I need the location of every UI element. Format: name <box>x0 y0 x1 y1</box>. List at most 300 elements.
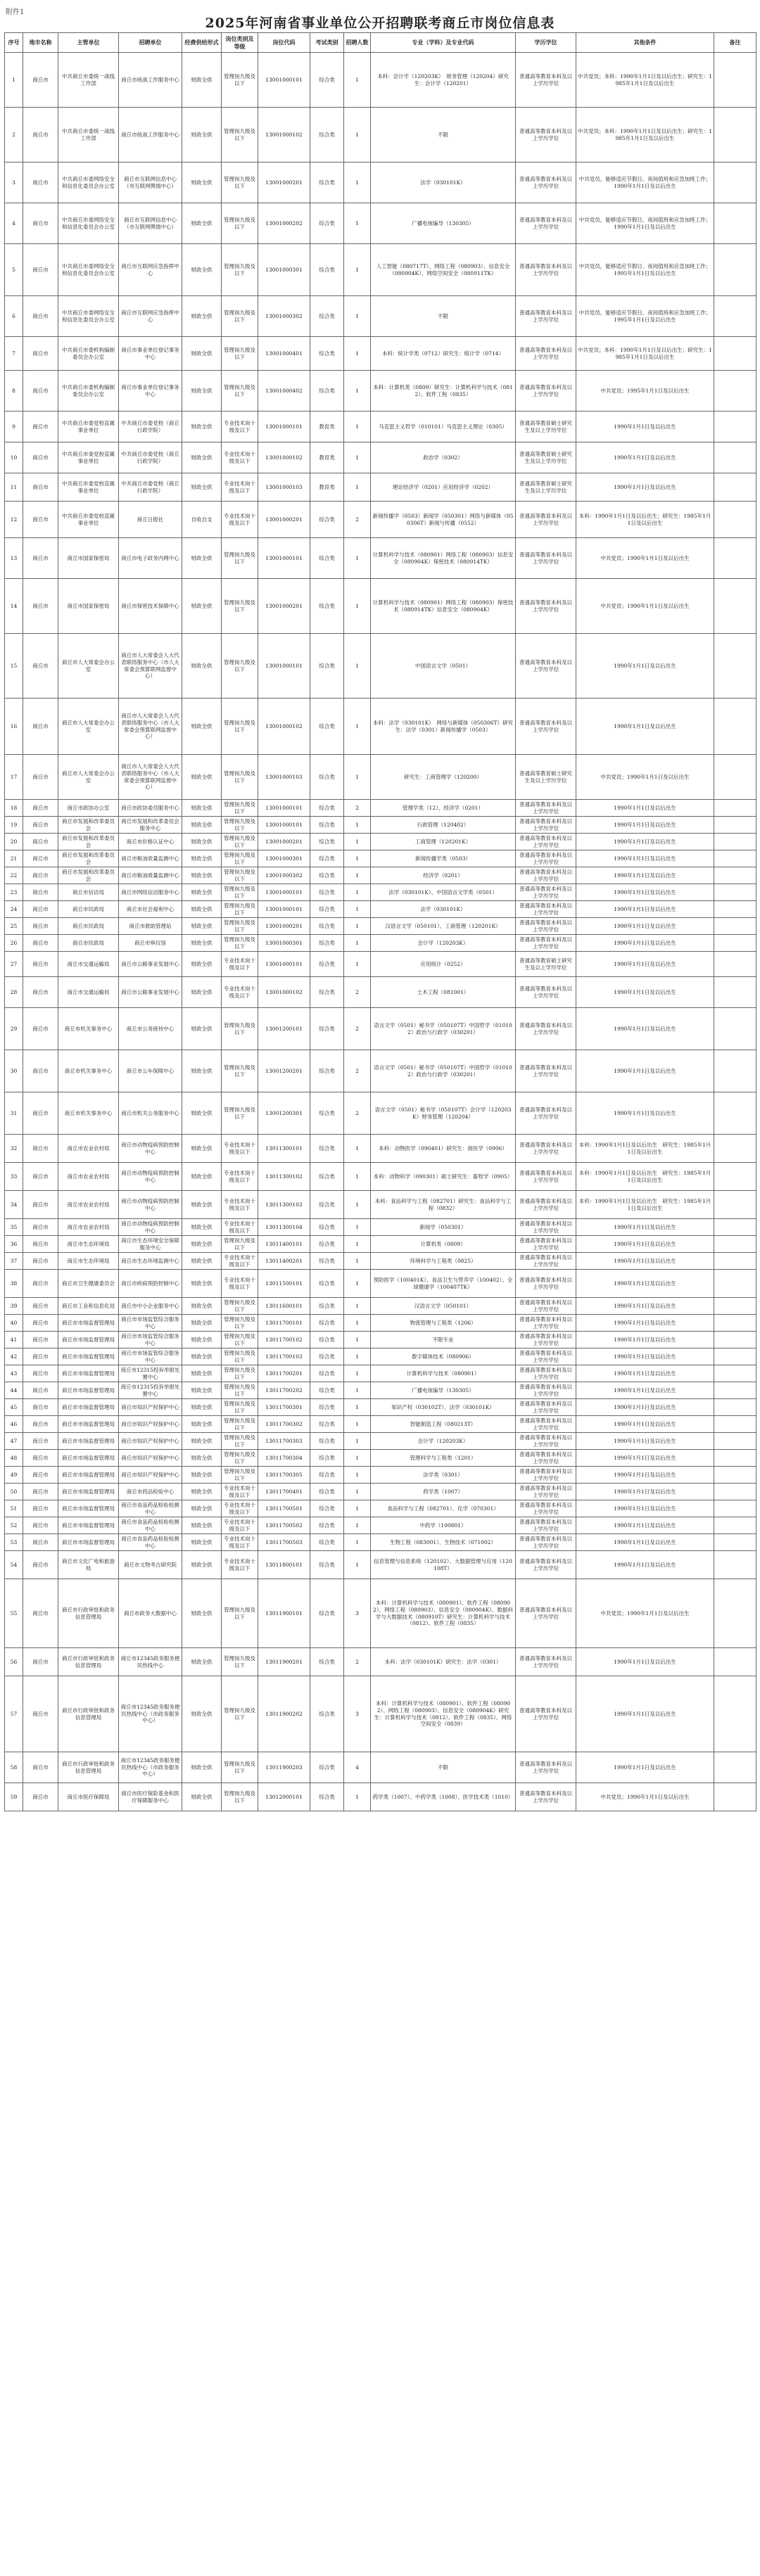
cell-fund: 财政全供 <box>182 1648 222 1676</box>
cell-other: 1990年1月1日及以后出生 <box>576 901 714 918</box>
cell-fund: 财政全供 <box>182 1551 222 1579</box>
cell-major: 不限 <box>371 1752 516 1783</box>
cell-city: 商丘市 <box>23 579 58 634</box>
cell-no: 8 <box>5 371 23 412</box>
table-row <box>5 817 756 834</box>
cell-code: 13001200201 <box>258 1050 310 1092</box>
cell-fund: 财政全供 <box>182 1219 222 1236</box>
cell-exam: 综合类 <box>310 1484 344 1500</box>
cell-exam: 综合类 <box>310 901 344 918</box>
cell-count: 1 <box>344 1163 371 1191</box>
cell-no: 49 <box>5 1467 23 1484</box>
cell-no: 19 <box>5 817 23 834</box>
cell-city: 商丘市 <box>23 1191 58 1219</box>
table-row <box>5 884 756 901</box>
header-category: 岗位类别及等级 <box>222 33 258 53</box>
cell-major: 法学（030101K） <box>371 162 516 203</box>
cell-category: 管理岗九级及以下 <box>222 867 258 884</box>
cell-code: 13011400101 <box>258 1236 310 1253</box>
cell-dept: 商丘市信访局 <box>58 884 119 901</box>
table-row <box>5 442 756 473</box>
cell-education: 普通高等教育本科及以上学历学位 <box>516 867 576 884</box>
cell-exam: 综合类 <box>310 634 344 699</box>
cell-education: 普通高等教育本科及以上学历学位 <box>516 203 576 244</box>
cell-dept: 商丘市市场监督管理局 <box>58 1467 119 1484</box>
table-row <box>5 755 756 800</box>
cell-no: 21 <box>5 850 23 867</box>
cell-count: 1 <box>344 1433 371 1450</box>
cell-no: 24 <box>5 901 23 918</box>
cell-city: 商丘市 <box>23 337 58 371</box>
cell-note <box>714 1484 756 1500</box>
cell-education: 普通高等教育本科及以上学历学位 <box>516 1135 576 1163</box>
cell-major: 政治学（0302） <box>371 442 516 473</box>
table-row <box>5 371 756 412</box>
cell-code: 13011900201 <box>258 1648 310 1676</box>
cell-unit: 商丘市动物疫病预防控制中心 <box>119 1163 182 1191</box>
cell-city: 商丘市 <box>23 1008 58 1050</box>
cell-unit: 商丘市知识产权保护中心 <box>119 1467 182 1484</box>
cell-note <box>714 1534 756 1551</box>
cell-count: 1 <box>344 162 371 203</box>
cell-exam: 综合类 <box>310 1163 344 1191</box>
cell-unit: 商丘市政协委员服务中心 <box>119 800 182 817</box>
cell-count: 3 <box>344 1676 371 1752</box>
cell-exam: 综合类 <box>310 1534 344 1551</box>
cell-dept: 商丘市发展和改革委员会 <box>58 850 119 867</box>
table-row <box>5 901 756 918</box>
cell-education: 普通高等教育本科及以上学历学位 <box>516 1399 576 1416</box>
cell-other: 1990年1月1日及以后出生 <box>576 884 714 901</box>
cell-code: 13001000401 <box>258 337 310 371</box>
cell-fund: 财政全供 <box>182 296 222 337</box>
cell-note <box>714 473 756 502</box>
cell-other: 1990年1月1日及以后出生 <box>576 1315 714 1332</box>
cell-dept: 中共商丘市委网络安全和信息化委员会办公室 <box>58 296 119 337</box>
cell-major: 新闻传播学（0503）新闻学（050301）网络与新媒体（050306T）新闻与传播（0552） <box>371 502 516 538</box>
cell-category: 专业技术岗十级及以下 <box>222 473 258 502</box>
cell-city: 商丘市 <box>23 108 58 162</box>
cell-major: 信息管理与信息系统（120102）、大数据管理与应用（120108T） <box>371 1551 516 1579</box>
cell-no: 10 <box>5 442 23 473</box>
cell-count: 1 <box>344 901 371 918</box>
cell-other: 1990年1月1日及以后出生 <box>576 1219 714 1236</box>
cell-exam: 综合类 <box>310 850 344 867</box>
cell-city: 商丘市 <box>23 1253 58 1270</box>
cell-no: 58 <box>5 1752 23 1783</box>
cell-no: 23 <box>5 884 23 901</box>
cell-exam: 综合类 <box>310 1783 344 1811</box>
cell-count: 1 <box>344 1517 371 1534</box>
cell-count: 1 <box>344 817 371 834</box>
cell-fund: 财政全供 <box>182 1676 222 1752</box>
cell-fund: 财政全供 <box>182 1348 222 1365</box>
cell-education: 普通高等教育本科及以上学历学位 <box>516 1467 576 1484</box>
cell-education: 普通高等教育本科及以上学历学位 <box>516 884 576 901</box>
cell-code: 13011700502 <box>258 1517 310 1534</box>
cell-dept: 商丘市政协办公室 <box>58 800 119 817</box>
cell-no: 14 <box>5 579 23 634</box>
cell-no: 55 <box>5 1579 23 1648</box>
cell-major: 研究生：工商管理学（120200） <box>371 755 516 800</box>
cell-note <box>714 579 756 634</box>
cell-city: 商丘市 <box>23 53 58 108</box>
cell-count: 1 <box>344 1236 371 1253</box>
cell-unit: 中共商丘市委党校（商丘行政学院） <box>119 473 182 502</box>
cell-major: 食品科学与工程（082701）、化学（070301） <box>371 1500 516 1517</box>
cell-other: 1990年1月1日及以后出生 <box>576 1676 714 1752</box>
cell-unit: 商丘市网络信访服务中心 <box>119 884 182 901</box>
page-title: 2025年河南省事业单位公开招聘联考商丘市岗位信息表 <box>205 15 555 31</box>
cell-education: 普通高等教育硕士研究生及以上学历学位 <box>516 952 576 977</box>
cell-unit: 商丘市社会福利中心 <box>119 901 182 918</box>
cell-fund: 财政全供 <box>182 1399 222 1416</box>
cell-note <box>714 1648 756 1676</box>
cell-fund: 财政全供 <box>182 1008 222 1050</box>
cell-count: 1 <box>344 699 371 755</box>
cell-major: 马克思主义哲学（010101）马克思主义理论（0305） <box>371 412 516 442</box>
cell-dept: 商丘市国家保密局 <box>58 579 119 634</box>
cell-category: 管理岗九级及以下 <box>222 755 258 800</box>
cell-code: 13011700303 <box>258 1433 310 1450</box>
cell-dept: 商丘市工业和信息化局 <box>58 1298 119 1315</box>
cell-education: 普通高等教育硕士研究生及以上学历学位 <box>516 755 576 800</box>
cell-count: 1 <box>344 371 371 412</box>
cell-dept: 商丘市发展和改革委员会 <box>58 867 119 884</box>
cell-dept: 商丘市农业农村局 <box>58 1135 119 1163</box>
table-header-row <box>5 33 756 53</box>
cell-other: 1990年1月1日及以后出生 <box>576 1008 714 1050</box>
cell-city: 商丘市 <box>23 977 58 1008</box>
cell-other: 中共党员；1990年1月1日及以后出生 <box>576 755 714 800</box>
cell-city: 商丘市 <box>23 1219 58 1236</box>
cell-exam: 综合类 <box>310 1648 344 1676</box>
cell-no: 53 <box>5 1534 23 1551</box>
table-row <box>5 108 756 162</box>
cell-no: 15 <box>5 634 23 699</box>
cell-major: 中国语言文学（0501） <box>371 634 516 699</box>
cell-major: 本科：食品科学与工程（082701）研究生：食品科学与工程（0832） <box>371 1191 516 1219</box>
cell-other: 1990年1月1日及以后出生 <box>576 1433 714 1450</box>
cell-category: 管理岗九级及以下 <box>222 1332 258 1348</box>
cell-fund: 财政全供 <box>182 1315 222 1332</box>
table-row <box>5 1579 756 1648</box>
cell-fund: 财政全供 <box>182 579 222 634</box>
cell-code: 13011900203 <box>258 1752 310 1783</box>
cell-exam: 综合类 <box>310 1298 344 1315</box>
cell-city: 商丘市 <box>23 1450 58 1467</box>
cell-code: 13011300104 <box>258 1219 310 1236</box>
cell-code: 13001000101 <box>258 884 310 901</box>
cell-city: 商丘市 <box>23 1517 58 1534</box>
cell-major: 智能制造工程（080213T） <box>371 1416 516 1433</box>
cell-dept: 商丘市机关事务中心 <box>58 1050 119 1092</box>
cell-code: 13011600101 <box>258 1298 310 1315</box>
cell-exam: 综合类 <box>310 337 344 371</box>
cell-exam: 综合类 <box>310 1253 344 1270</box>
cell-exam: 综合类 <box>310 1416 344 1433</box>
cell-count: 1 <box>344 1783 371 1811</box>
cell-dept: 商丘市交通运输局 <box>58 952 119 977</box>
cell-unit: 商丘市人大常委会人大代表联络服务中心（市人大常委会预算联网监督中心） <box>119 755 182 800</box>
cell-count: 1 <box>344 1416 371 1433</box>
cell-no: 1 <box>5 53 23 108</box>
cell-no: 9 <box>5 412 23 442</box>
cell-dept: 商丘市发展和改革委员会 <box>58 817 119 834</box>
cell-exam: 综合类 <box>310 1551 344 1579</box>
cell-code: 13001000101 <box>258 53 310 108</box>
cell-other: 中共党员，能够适应节假日、夜间值班和应急加班工作；1995年1月1日及以后出生 <box>576 296 714 337</box>
cell-dept: 商丘市行政审批和政务信息管理局 <box>58 1579 119 1648</box>
cell-count: 1 <box>344 1135 371 1163</box>
cell-city: 商丘市 <box>23 1236 58 1253</box>
cell-code: 13001000301 <box>258 935 310 952</box>
cell-category: 管理岗九级及以下 <box>222 371 258 412</box>
cell-education: 普通高等教育硕士研究生及以上学历学位 <box>516 442 576 473</box>
cell-code: 13001000102 <box>258 977 310 1008</box>
cell-education: 普通高等教育本科及以上学历学位 <box>516 1270 576 1298</box>
cell-fund: 财政全供 <box>182 817 222 834</box>
cell-dept: 中共商丘市委党校直属事业单位 <box>58 442 119 473</box>
cell-major: 计算机科学与技术（080901）网络工程（080903）保密技术（080914TK）信息安全（080904K） <box>371 579 516 634</box>
positions-table <box>4 32 756 1811</box>
cell-fund: 财政全供 <box>182 850 222 867</box>
cell-major: 不限专业 <box>371 1332 516 1348</box>
cell-city: 商丘市 <box>23 1163 58 1191</box>
cell-count: 1 <box>344 296 371 337</box>
cell-note <box>714 1191 756 1219</box>
cell-note <box>714 1416 756 1433</box>
cell-education: 普通高等教育本科及以上学历学位 <box>516 296 576 337</box>
cell-city: 商丘市 <box>23 1315 58 1332</box>
cell-exam: 综合类 <box>310 1135 344 1163</box>
table-row <box>5 1399 756 1416</box>
cell-other: 1990年1月1日及以后出生 <box>576 1500 714 1517</box>
cell-category: 管理岗九级及以下 <box>222 1008 258 1050</box>
cell-major: 广播电视编导（130305） <box>371 1382 516 1399</box>
cell-category: 管理岗九级及以下 <box>222 1365 258 1382</box>
cell-city: 商丘市 <box>23 296 58 337</box>
cell-fund: 财政全供 <box>182 1092 222 1135</box>
cell-count: 1 <box>344 1551 371 1579</box>
cell-no: 44 <box>5 1382 23 1399</box>
cell-category: 管理岗九级及以下 <box>222 817 258 834</box>
cell-unit: 商丘市动物疫病预防控制中心 <box>119 1191 182 1219</box>
cell-unit: 商丘市价格认证中心 <box>119 834 182 850</box>
cell-unit: 商丘市医疗保险基金和医疗保障服务中心 <box>119 1783 182 1811</box>
cell-other: 本科：1990年1月1日及以后出生 研究生：1985年1月1日及以后出生 <box>576 1135 714 1163</box>
cell-note <box>714 755 756 800</box>
table-row <box>5 1648 756 1676</box>
cell-education: 普通高等教育本科及以上学历学位 <box>516 1236 576 1253</box>
cell-note <box>714 817 756 834</box>
cell-category: 管理岗九级及以下 <box>222 1783 258 1811</box>
cell-city: 商丘市 <box>23 867 58 884</box>
attachment-label: 附件1 <box>6 8 25 16</box>
cell-fund: 财政全供 <box>182 1382 222 1399</box>
cell-other: 1990年1月1日及以后出生 <box>576 473 714 502</box>
table-row <box>5 1450 756 1467</box>
cell-education: 普通高等教育本科及以上学历学位 <box>516 918 576 935</box>
cell-dept: 商丘市民政局 <box>58 918 119 935</box>
cell-exam: 综合类 <box>310 1365 344 1382</box>
table-row <box>5 1332 756 1348</box>
cell-unit: 商丘市市场监管综合服务中心 <box>119 1332 182 1348</box>
cell-no: 27 <box>5 952 23 977</box>
table-row <box>5 1092 756 1135</box>
cell-fund: 财政全供 <box>182 1332 222 1348</box>
cell-major: 环境科学与工程类（0825） <box>371 1253 516 1270</box>
cell-fund: 财政全供 <box>182 884 222 901</box>
cell-fund: 财政全供 <box>182 800 222 817</box>
cell-city: 商丘市 <box>23 1416 58 1433</box>
cell-city: 商丘市 <box>23 1399 58 1416</box>
cell-note <box>714 1270 756 1298</box>
cell-major: 不限 <box>371 108 516 162</box>
cell-fund: 财政全供 <box>182 1484 222 1500</box>
cell-code: 13001000101 <box>258 800 310 817</box>
table-row <box>5 1517 756 1534</box>
cell-unit: 商丘市互联网应急指挥中心 <box>119 244 182 296</box>
cell-education: 普通高等教育本科及以上学历学位 <box>516 1008 576 1050</box>
cell-code: 13001000402 <box>258 371 310 412</box>
cell-count: 2 <box>344 1050 371 1092</box>
cell-unit: 商丘市市场监管综合服务中心 <box>119 1315 182 1332</box>
cell-unit: 商丘市发展和改革委员会服务中心 <box>119 817 182 834</box>
cell-exam: 综合类 <box>310 1517 344 1534</box>
cell-major: 计算机类（0809） <box>371 1236 516 1253</box>
cell-city: 商丘市 <box>23 1551 58 1579</box>
cell-unit: 中共商丘市委党校（商丘行政学院） <box>119 412 182 442</box>
cell-unit: 商丘市食品药品检验检测中心 <box>119 1517 182 1534</box>
table-row <box>5 1534 756 1551</box>
cell-other: 本科：1990年1月1日及以后出生；研究生：1985年1月1日及以后出生 <box>576 502 714 538</box>
cell-major: 本科：计算机类（0809）研究生：计算机科学与技术（0812）、软件工程（0835） <box>371 371 516 412</box>
table-row <box>5 1500 756 1517</box>
cell-other: 1990年1月1日及以后出生 <box>576 1450 714 1467</box>
cell-code: 13001000302 <box>258 867 310 884</box>
cell-exam: 综合类 <box>310 1752 344 1783</box>
cell-exam: 综合类 <box>310 817 344 834</box>
cell-note <box>714 1517 756 1534</box>
cell-dept: 商丘市机关事务中心 <box>58 1092 119 1135</box>
cell-dept: 商丘市市场监督管理局 <box>58 1332 119 1348</box>
cell-category: 专业技术岗十级及以下 <box>222 1517 258 1534</box>
cell-fund: 财政全供 <box>182 1236 222 1253</box>
cell-note <box>714 1783 756 1811</box>
cell-education: 普通高等教育本科及以上学历学位 <box>516 1676 576 1752</box>
cell-code: 13001000103 <box>258 755 310 800</box>
cell-education: 普通高等教育本科及以上学历学位 <box>516 1253 576 1270</box>
cell-no: 50 <box>5 1484 23 1500</box>
table-row <box>5 1416 756 1433</box>
cell-major: 法学（030101K） <box>371 901 516 918</box>
cell-city: 商丘市 <box>23 162 58 203</box>
cell-fund: 财政全供 <box>182 1163 222 1191</box>
cell-exam: 综合类 <box>310 1676 344 1752</box>
cell-note <box>714 296 756 337</box>
cell-no: 34 <box>5 1191 23 1219</box>
cell-count: 1 <box>344 203 371 244</box>
cell-education: 普通高等教育本科及以上学历学位 <box>516 162 576 203</box>
cell-count: 1 <box>344 53 371 108</box>
cell-fund: 财政全供 <box>182 1253 222 1270</box>
cell-other: 1990年1月1日及以后出生 <box>576 977 714 1008</box>
cell-dept: 商丘市市场监督管理局 <box>58 1399 119 1416</box>
cell-code: 13001000201 <box>258 834 310 850</box>
cell-other: 1990年1月1日及以后出生 <box>576 1298 714 1315</box>
cell-major: 应用统计（0252） <box>371 952 516 977</box>
cell-education: 普通高等教育本科及以上学历学位 <box>516 108 576 162</box>
cell-no: 42 <box>5 1348 23 1365</box>
table-row <box>5 1676 756 1752</box>
cell-major: 知识产权（030102T）、法学（030101K） <box>371 1399 516 1416</box>
header-count: 招聘人数 <box>344 33 371 53</box>
cell-unit: 商丘市12345政务服务便民热线中心（市政务服务中心） <box>119 1752 182 1783</box>
cell-note <box>714 1163 756 1191</box>
cell-fund: 财政全供 <box>182 1534 222 1551</box>
cell-note <box>714 442 756 473</box>
cell-note <box>714 53 756 108</box>
table-row <box>5 502 756 538</box>
cell-dept: 商丘市民政局 <box>58 901 119 918</box>
cell-unit: 商丘市药品检验中心 <box>119 1484 182 1500</box>
cell-education: 普通高等教育本科及以上学历学位 <box>516 244 576 296</box>
cell-major: 管理学类（12）、经济学（0201） <box>371 800 516 817</box>
cell-note <box>714 1008 756 1050</box>
cell-other: 1990年1月1日及以后出生 <box>576 1050 714 1092</box>
cell-city: 商丘市 <box>23 203 58 244</box>
cell-major: 不限 <box>371 296 516 337</box>
cell-city: 商丘市 <box>23 538 58 579</box>
cell-dept: 商丘市机关事务中心 <box>58 1008 119 1050</box>
cell-education: 普通高等教育本科及以上学历学位 <box>516 935 576 952</box>
cell-unit: 商丘市12345政务服务便民热线中心（市政务服务中心） <box>119 1676 182 1752</box>
cell-code: 13001000102 <box>258 442 310 473</box>
cell-category: 管理岗九级及以下 <box>222 1382 258 1399</box>
cell-exam: 综合类 <box>310 579 344 634</box>
cell-dept: 中共商丘市委网络安全和信息化委员会办公室 <box>58 244 119 296</box>
cell-no: 40 <box>5 1315 23 1332</box>
cell-category: 管理岗九级及以下 <box>222 901 258 918</box>
cell-category: 管理岗九级及以下 <box>222 244 258 296</box>
cell-major: 本科：统计学类（0712）研究生：统计学（0714） <box>371 337 516 371</box>
cell-no: 28 <box>5 977 23 1008</box>
cell-code: 13011400201 <box>258 1253 310 1270</box>
cell-no: 32 <box>5 1135 23 1163</box>
cell-other: 1990年1月1日及以后出生 <box>576 1648 714 1676</box>
cell-no: 4 <box>5 203 23 244</box>
cell-no: 59 <box>5 1783 23 1811</box>
cell-category: 专业技术岗十级及以下 <box>222 1163 258 1191</box>
cell-code: 13001000101 <box>258 538 310 579</box>
table-row <box>5 699 756 755</box>
cell-unit: 商丘市机关公务服务中心 <box>119 1092 182 1135</box>
cell-other: 1990年1月1日及以后出生 <box>576 1270 714 1298</box>
cell-category: 管理岗九级及以下 <box>222 1416 258 1433</box>
cell-fund: 财政全供 <box>182 977 222 1008</box>
cell-fund: 自收自支 <box>182 502 222 538</box>
cell-count: 2 <box>344 1092 371 1135</box>
cell-category: 专业技术岗十级及以下 <box>222 1253 258 1270</box>
cell-city: 商丘市 <box>23 442 58 473</box>
cell-education: 普通高等教育本科及以上学历学位 <box>516 579 576 634</box>
cell-other: 本科：1990年1月1日及以后出生 研究生：1985年1月1日及以后出生 <box>576 1191 714 1219</box>
cell-other: 1990年1月1日及以后出生 <box>576 850 714 867</box>
cell-count: 2 <box>344 502 371 538</box>
cell-no: 3 <box>5 162 23 203</box>
cell-education: 普通高等教育本科及以上学历学位 <box>516 1163 576 1191</box>
